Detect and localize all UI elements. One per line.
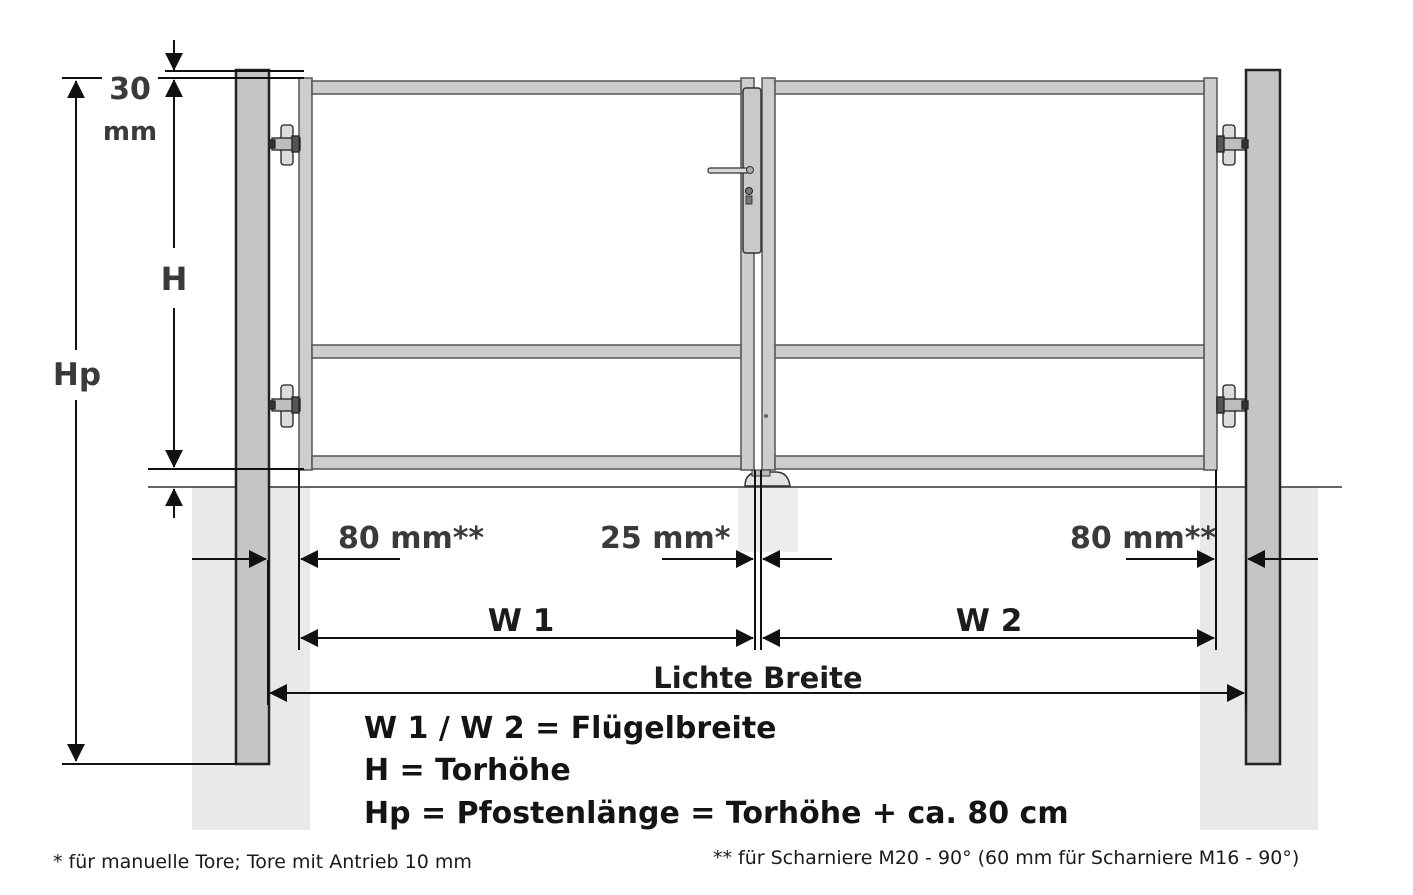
right-lower-hinge-icon xyxy=(1217,385,1248,427)
right-post xyxy=(1246,70,1280,764)
left-upper-hinge-icon xyxy=(269,125,300,165)
right-hinge-gap-label: 80 mm** xyxy=(1070,521,1217,556)
right-upper-hinge-icon xyxy=(1217,125,1248,165)
ground-stop-icon xyxy=(745,470,790,486)
top-gap-unit: mm xyxy=(102,117,158,147)
left-wing-frame xyxy=(299,78,754,470)
footnote-single-asterisk: * für manuelle Tore; Tore mit Antrieb 10 mm xyxy=(53,851,472,873)
wing2-label: W 2 xyxy=(955,603,1023,639)
wing1-label: W 1 xyxy=(487,603,555,639)
top-gap-value: 30 xyxy=(109,72,151,107)
post-length-label: Hp xyxy=(52,357,102,393)
footnote-double-asterisk: ** für Scharniere M20 - 90° (60 mm für Scharniere M16 - 90°) xyxy=(713,847,1300,869)
legend-line-wing-width: W 1 / W 2 = Flügelbreite xyxy=(364,711,777,746)
left-lower-hinge-icon xyxy=(269,385,300,427)
lock-handle-icon xyxy=(708,88,768,418)
clear-width-label: Lichte Breite xyxy=(653,661,863,695)
right-wing-frame xyxy=(762,78,1217,470)
legend-line-post-length: Hp = Pfostenlänge = Torhöhe + ca. 80 cm xyxy=(364,796,1069,831)
center-stop-foundation xyxy=(738,487,798,552)
left-hinge-gap-label: 80 mm** xyxy=(338,521,485,556)
center-gap-label: 25 mm* xyxy=(600,521,731,556)
gate-height-label: H xyxy=(160,260,188,298)
legend-line-gate-height: H = Torhöhe xyxy=(364,753,571,788)
left-post xyxy=(236,70,269,764)
